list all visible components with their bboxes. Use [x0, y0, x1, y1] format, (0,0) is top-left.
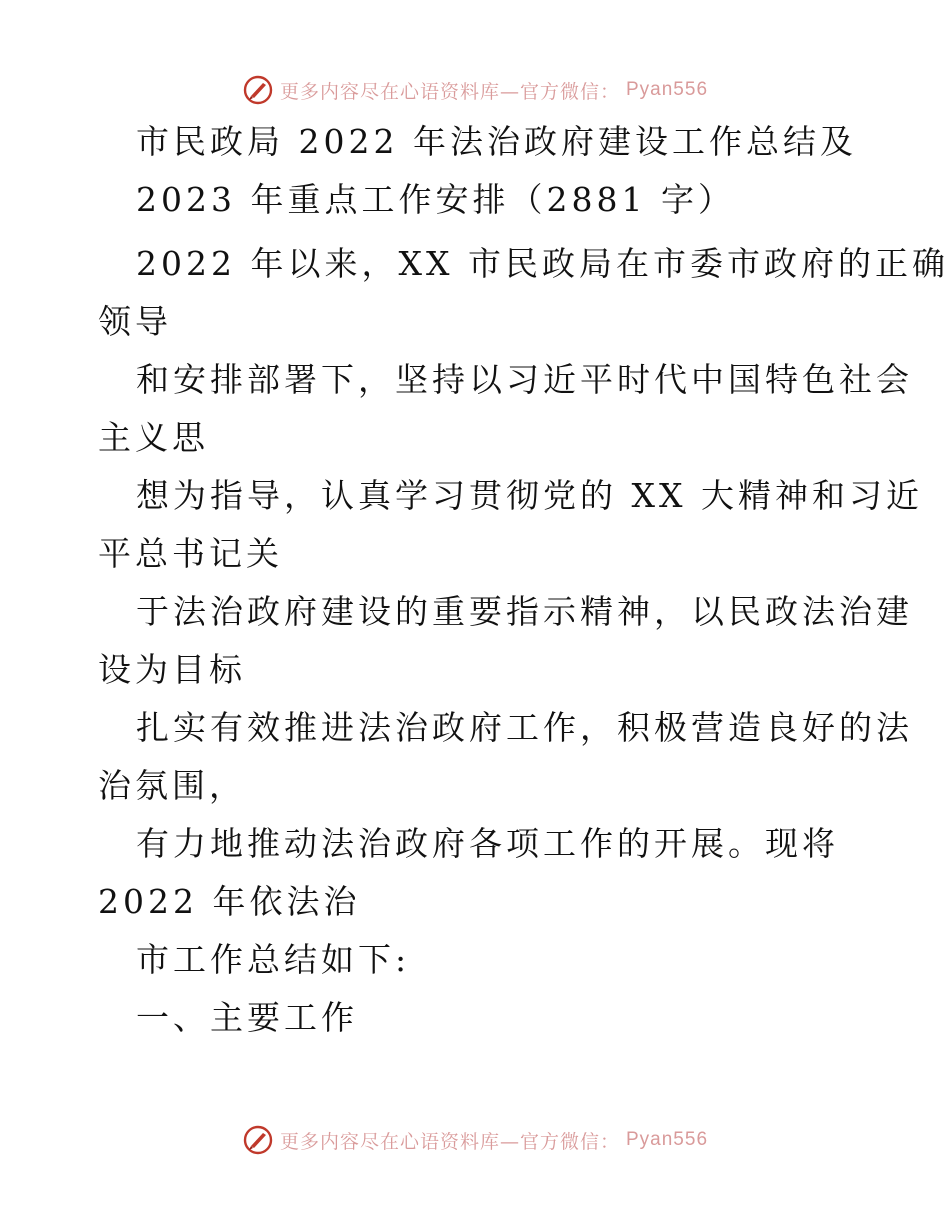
watermark-text: 更多内容尽在心语资料库—官方微信： — [279, 80, 620, 103]
document-line: 平总书记关 — [98, 534, 283, 573]
document-line: 扎实有效推进法治政府工作，积极营造良好的法 — [136, 708, 913, 747]
quill-logo-icon — [242, 1124, 274, 1156]
watermark-text: 更多内容尽在心语资料库—官方微信： — [279, 1130, 620, 1153]
watermark-handle: Pyan556 — [626, 79, 709, 100]
document-line: 领导 — [98, 302, 172, 341]
document-line: 2023 年重点工作安排（2881 字） — [136, 180, 735, 219]
document-line: 和安排部署下，坚持以习近平时代中国特色社会 — [136, 360, 913, 399]
document-line: 2022 年依法治 — [98, 882, 361, 921]
document-line: 想为指导，认真学习贯彻党的 XX 大精神和习近 — [136, 476, 923, 515]
document-line: 主义思 — [98, 418, 209, 457]
document-line: 设为目标 — [98, 650, 246, 689]
document-line: 治氛围， — [98, 766, 246, 805]
document-line: 市工作总结如下: — [136, 940, 411, 979]
document-line: 于法治政府建设的重要指示精神，以民政法治建 — [136, 592, 913, 631]
document-line: 市民政局 2022 年法治政府建设工作总结及 — [136, 122, 857, 161]
footer-watermark — [0, 1120, 950, 1160]
watermark-handle: Pyan556 — [626, 1129, 709, 1150]
header-watermark — [0, 70, 950, 110]
quill-logo-icon — [242, 74, 274, 106]
document-line: 一、主要工作 — [136, 998, 358, 1037]
document-line: 2022 年以来，XX 市民政局在市委市政府的正确 — [136, 244, 949, 283]
document-line: 有力地推动法治政府各项工作的开展。现将 — [136, 824, 839, 863]
